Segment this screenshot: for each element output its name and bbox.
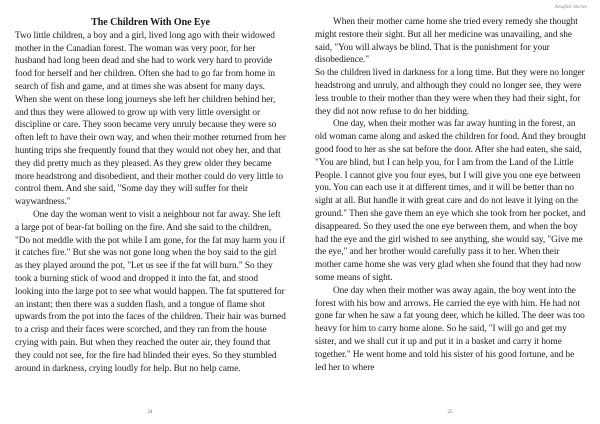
paragraph: When their mother came home she tried every remedy she thought might restore their sight. But all her medicine was unavailing, and she said, "You will always be blind. That is the punishment for your disobedience." [315, 17, 578, 66]
paragraph: One day when their mother was away again, the boy went into the forest with his bow and arrows. He carried the eye with him. He had not gone far when he saw a fat young deer, which he killed. The deer was too heavy for him to carry home alone. So he said, "I will go and get my sister, and we shall cut it up and put it in a basket and carry it home together." He went home and told his sister of his good fortune, and he led her to where [315, 285, 585, 373]
paragraph: Two little children, a boy and a girl, lived long ago with their widowed mother in the Canadian forest. The woman was very poor, for her husband had long been dead and she had to work very hard to provide food for herself and her children. Often she had to go far from home in search of fish and game, and at times she was absent for many days. When she went on these long journeys she left her children behind her, and thus they were allowed to grow up with very little oversight or discipline or care. They soon became very unruly because they were so often left to have their own way, and when their mother returned from her hunting trips she frequently found that they would not obey her, and that they did pretty much as they pleased. As they grew older they became more headstrong and disobedient, and their mother could do very little to control them. And she said, "Some day they will suffer for their waywardness." [15, 30, 286, 208]
story-title: The Children With One Eye [91, 17, 210, 28]
right-page-text [315, 16, 587, 374]
paragraph: One day the woman went to visit a neighbour not far away. She left a large pot of bear-fat boiling on the fire. And she said to the children, "Do not meddle with the pot while I am gone, for the fat may harm you if it catches fire." But she was not gone long when the boy said to the girl as they played around the pot, "Let us see if the fat will burn." So they took a burning stick of wood and dropped it into the fat, and stood looking into the large pot to see what would happen. The fat sputtered for an instant; then there was a sudden flash, and a tongue of flame shot upwards from the pot into the faces of the children. Their hair was burned to a crisp and their faces were scorched, and they ran from the house crying with pain. But when they reached the outer air, they found that they could not see, for the fire had blinded their eyes. So they stumbled around in darkness, crying loudly for help. But no help came. [15, 209, 286, 374]
left-page-text [15, 17, 286, 375]
paragraph: One day, when their mother was far away hunting in the forest, an old woman came along and asked the children for food. And they brought good food to her as she sat before the door. After she had eaten, she said, "You are blind, but I can help you, for I am from the Land of the Little People. I cannot give you four eyes, but I will give you one eye between you. You can each use it at different times, and it will be better than no sight at all. But handle it with great care and do not leave it lying on the ground." Then she gave them an eye which she took from her pocket, and disappeared. So they used the one eye between them, and when the boy had the eye and the girl wished to see anything, she would say, "Give me the eye," and her brother would carefully pass it to her. When their mother came home she was very glad when she found that they had now some means of sight. [315, 119, 586, 283]
page-number: 24 [147, 410, 153, 415]
page-number: 25 [447, 410, 453, 415]
right-page [300, 0, 600, 424]
running-header: Aesafale Stories [554, 5, 587, 10]
paragraph: So the children lived in darkness for a long time. But they were no longer headstrong and unruly, and although they could no longer see, they were less trouble to their mother than they were when they had their sight, for they did not now refuse to do her bidding. [315, 68, 585, 117]
